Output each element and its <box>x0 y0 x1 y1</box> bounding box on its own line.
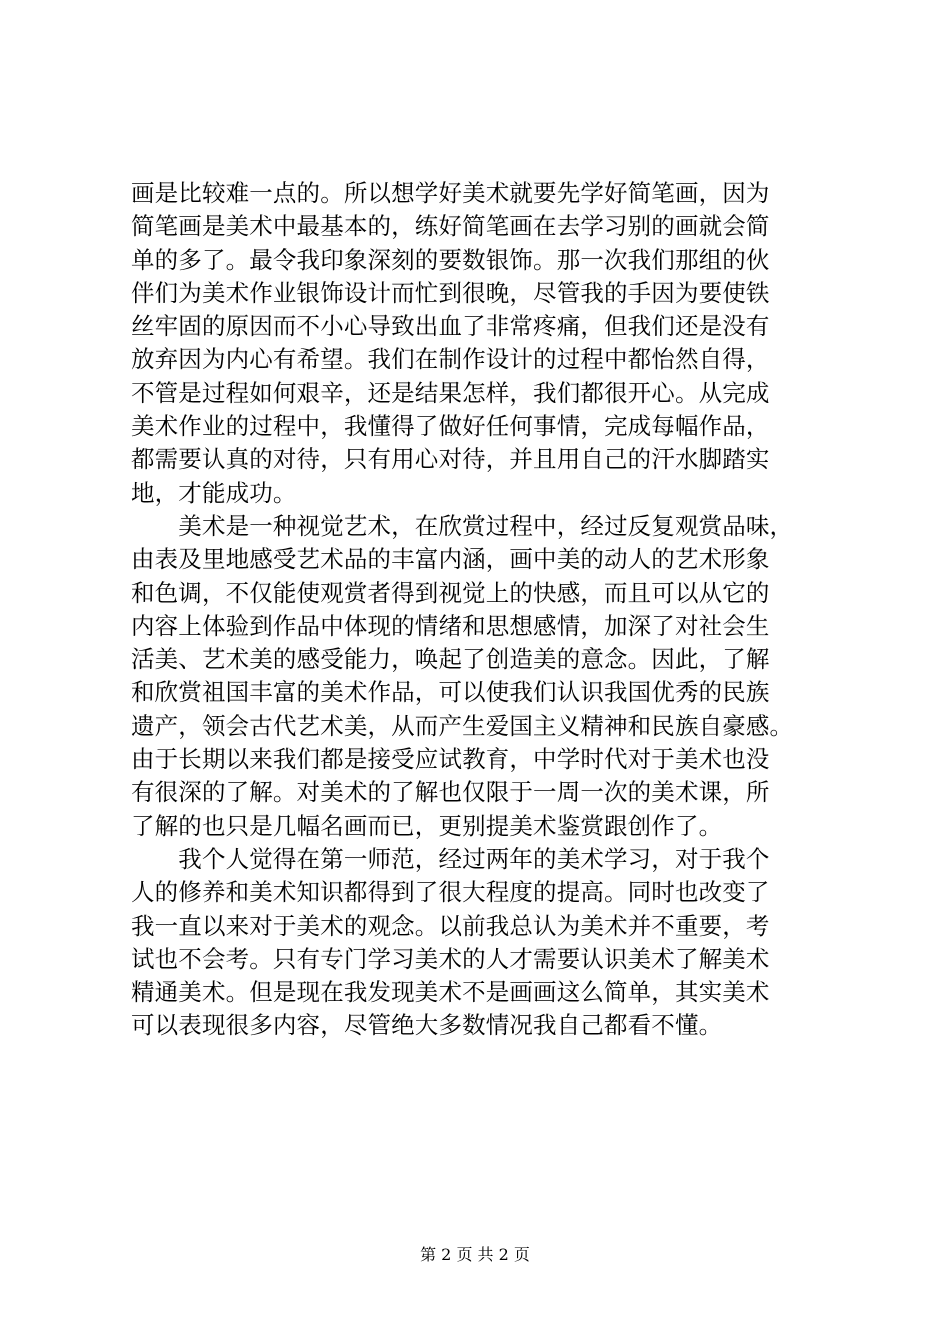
text-line: 都需要认真的对待，只有用心对待，并且用自己的汗水脚踏实 <box>131 445 770 474</box>
text-line: 由表及里地感受艺术品的丰富内涵，画中美的动人的艺术形象 <box>131 545 770 574</box>
text-line: 和欣赏祖国丰富的美术作品，可以使我们认识我国优秀的民族 <box>131 678 770 707</box>
text-line: 可以表现很多内容，尽管绝大多数情况我自己都看不懂。 <box>131 1011 723 1040</box>
text-line: 单的多了。最令我印象深刻的要数银饰。那一次我们那组的伙 <box>131 245 770 274</box>
text-line: 我个人觉得在第一师范，经过两年的美术学习，对于我个 <box>131 844 770 873</box>
text-line: 遗产，领会古代艺术美，从而产生爱国主义精神和民族自豪感。 <box>131 711 794 740</box>
text-line: 精通美术。但是现在我发现美术不是画画这么简单，其实美术 <box>131 978 770 1007</box>
text-line: 内容上体验到作品中体现的情绪和思想感情，加深了对社会生 <box>131 611 770 640</box>
text-line: 美术作业的过程中，我懂得了做好任何事情，完成每幅作品， <box>131 412 770 441</box>
text-line: 画是比较难一点的。所以想学好美术就要先学好简笔画，因为 <box>131 179 770 207</box>
text-line: 地，才能成功。 <box>131 478 297 507</box>
text-line: 有很深的了解。对美术的了解也仅限于一周一次的美术课，所 <box>131 778 770 807</box>
text-line: 由于长期以来我们都是接受应试教育，中学时代对于美术也没 <box>131 745 770 774</box>
text-line: 我一直以来对于美术的观念。以前我总认为美术并不重要，考 <box>131 911 770 940</box>
text-line: 了解的也只是几幅名画而已，更别提美术鉴赏跟创作了。 <box>131 811 723 840</box>
text-line: 简笔画是美术中最基本的，练好简笔画在去学习别的画就会简 <box>131 212 770 241</box>
body-text <box>131 177 851 1043</box>
text-line: 丝牢固的原因而不小心导致出血了非常疼痛，但我们还是没有 <box>131 312 770 341</box>
text-line: 试也不会考。只有专门学习美术的人才需要认识美术了解美术 <box>131 944 770 973</box>
text-line: 放弃因为内心有希望。我们在制作设计的过程中都怡然自得， <box>131 345 770 374</box>
page-number-footer: 第 2 页 共 2 页 <box>420 1245 530 1264</box>
text-line: 伴们为美术作业银饰设计而忙到很晚，尽管我的手因为要使铁 <box>131 278 770 307</box>
text-line: 活美、艺术美的感受能力，唤起了创造美的意念。因此，了解 <box>131 645 770 674</box>
text-line: 人的修养和美术知识都得到了很大程度的提高。同时也改变了 <box>131 878 770 907</box>
text-line: 和色调，不仅能使观赏者得到视觉上的快感，而且可以从它的 <box>131 578 770 607</box>
text-line: 不管是过程如何艰辛，还是结果怎样，我们都很开心。从完成 <box>131 378 770 407</box>
text-line: 美术是一种视觉艺术，在欣赏过程中，经过反复观赏品味， <box>131 511 794 540</box>
